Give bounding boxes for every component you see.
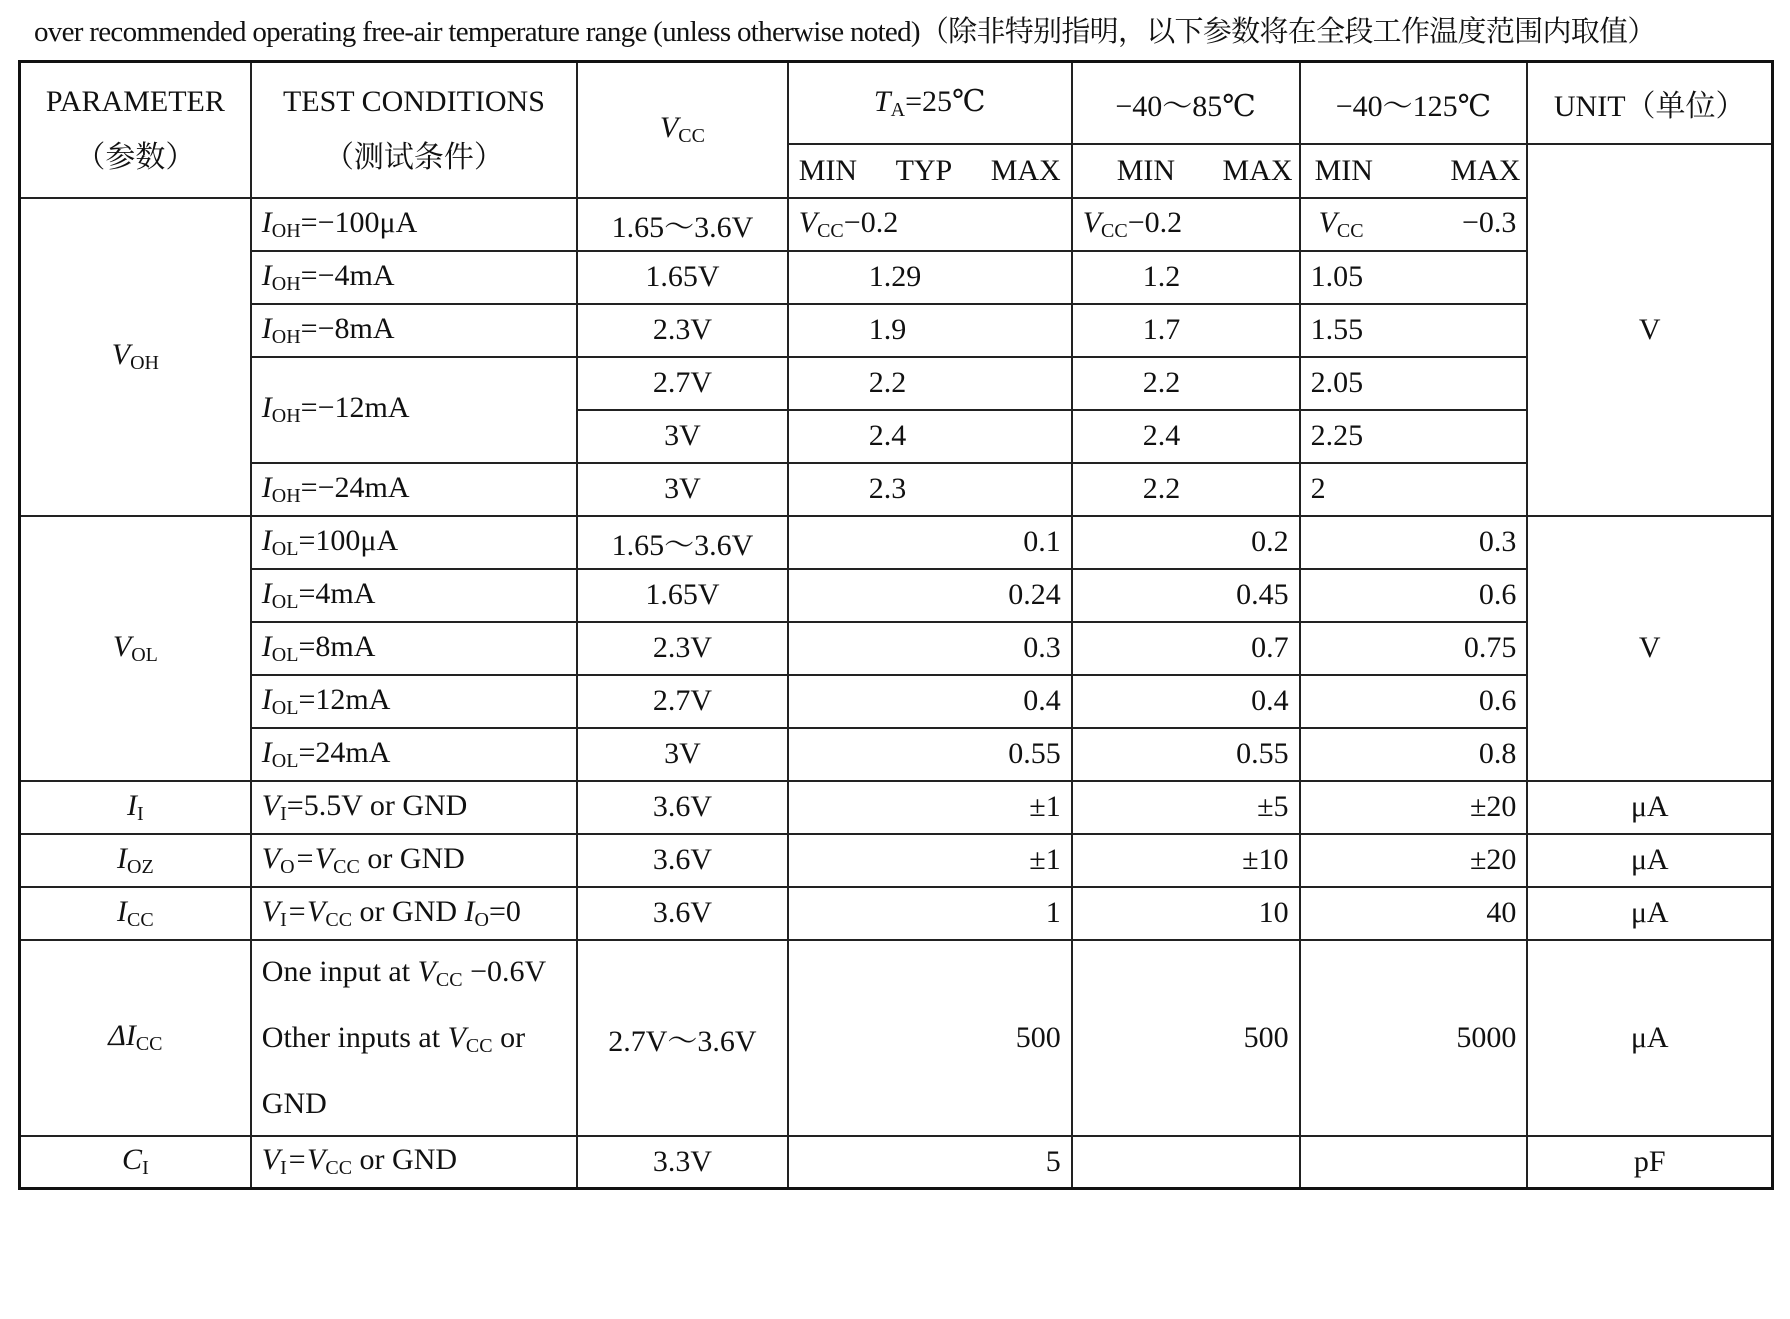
r125-cell: 2.25 <box>1300 410 1528 463</box>
cond-line: Other inputs at $V_{CC}$ or <box>261 1020 526 1057</box>
cond-cell: $V_I=V_{CC}$ or GND <box>251 1136 577 1189</box>
param-vol: $V_{OL}$ <box>20 516 251 781</box>
cond-line: GND <box>261 1086 327 1120</box>
table-row <box>20 569 1773 622</box>
r85-cell: 0.55 <box>1072 728 1300 781</box>
header-range-85: −40～85℃ <box>1072 62 1300 144</box>
cond-cell: $I_{OL}=24mA$ <box>251 728 577 781</box>
unit-cell: μA <box>1527 834 1772 887</box>
r125-cell: ±20 <box>1300 834 1528 887</box>
unit-cell: μA <box>1527 781 1772 834</box>
r125-cell: 0.3 <box>1300 516 1528 569</box>
vcc-cell: 3.6V <box>577 887 788 940</box>
unit-voh: V <box>1527 144 1772 516</box>
ta-cell: 2.2 <box>788 357 1072 410</box>
header-parameter <box>20 62 251 198</box>
cond-cell: $I_{OL}=4mA$ <box>251 569 577 622</box>
vcc-cell: 3.3V <box>577 1136 788 1189</box>
param-ioz: $I_{OZ}$ <box>20 834 251 887</box>
cond-cell: $V_I=5.5V$ or GND <box>251 781 577 834</box>
vcc-cell: 2.7V <box>577 675 788 728</box>
r85-cell: 0.2 <box>1072 516 1300 569</box>
r85-cell: ±10 <box>1072 834 1300 887</box>
ta-cell: 2.4 <box>788 410 1072 463</box>
vcc-cell: 1.65～3.6V <box>577 198 788 251</box>
r85-cell: 10 <box>1072 887 1300 940</box>
table-row <box>20 834 1773 887</box>
table-row <box>20 675 1773 728</box>
ta-cell: ±1 <box>788 834 1072 887</box>
ta-cell: 2.3 <box>788 463 1072 516</box>
ta-cell: 1 <box>788 887 1072 940</box>
r125-cell: ±20 <box>1300 781 1528 834</box>
r85-cell: 1.7 <box>1072 304 1300 357</box>
header-test-conditions-cn: （测试条件） <box>323 140 504 174</box>
unit-vol: V <box>1527 516 1772 781</box>
header-ta-25: $T_A=25℃$ <box>788 62 1072 144</box>
table-row <box>20 622 1773 675</box>
r125-cell: 40 <box>1300 887 1528 940</box>
table-row <box>20 251 1773 304</box>
param-ii: $I_I$ <box>20 781 251 834</box>
cond-line: One input at $V_{CC} -0.6V$ <box>261 954 547 991</box>
r85-cell: 0.45 <box>1072 569 1300 622</box>
r85-cell: 0.7 <box>1072 622 1300 675</box>
vcc-cell: 3V <box>577 463 788 516</box>
ta-cell: 500 <box>788 940 1072 1136</box>
cond-cell: $V_I=V_{CC}$ or GND $I_O=0$ <box>251 887 577 940</box>
header-parameter-label: PARAMETER <box>45 84 225 118</box>
r85-cell: ±5 <box>1072 781 1300 834</box>
vcc-cell: 1.65V <box>577 251 788 304</box>
vcc-cell: 3.6V <box>577 781 788 834</box>
header-unit: UNIT（单位） <box>1527 62 1772 144</box>
header-range-125: −40～125℃ <box>1300 62 1528 144</box>
vcc-cell: 2.3V <box>577 304 788 357</box>
r85-cell: 2.2 <box>1072 463 1300 516</box>
cond-cell: $I_{OL}=100\mu A$ <box>251 516 577 569</box>
header-ta-minmax: MIN TYP MAX <box>788 144 1072 198</box>
vcc-cell: 2.7V～3.6V <box>577 940 788 1136</box>
unit-cell: μA <box>1527 887 1772 940</box>
cond-cell: $I_{OH}=-24mA$ <box>251 463 577 516</box>
header-85-minmax: MIN MAX <box>1072 144 1300 198</box>
r85-cell: 500 <box>1072 940 1300 1136</box>
ta-cell: 0.24 <box>788 569 1072 622</box>
cond-cell: $I_{OL}=12mA$ <box>251 675 577 728</box>
cond-cell <box>251 940 577 1136</box>
r85-cell <box>1072 1136 1300 1189</box>
r125-cell: 1.05 <box>1300 251 1528 304</box>
header-vcc: $V_{CC}$ <box>577 62 788 198</box>
param-voh: $V_{OH}$ <box>20 198 251 516</box>
vcc-cell: 3V <box>577 410 788 463</box>
r125-cell: $V_{CC}$ −0.3 <box>1300 198 1528 251</box>
ta-cell: $V_{CC}-0.2$ <box>788 198 1072 251</box>
table-row <box>20 516 1773 569</box>
vcc-cell: 1.65V <box>577 569 788 622</box>
ta-cell: 0.1 <box>788 516 1072 569</box>
ta-cell: 1.29 <box>788 251 1072 304</box>
header-row-1 <box>20 62 1773 144</box>
cond-cell: $V_O=V_{CC}$ or GND <box>251 834 577 887</box>
cond-cell: $I_{OL}=8mA$ <box>251 622 577 675</box>
r85-cell: 0.4 <box>1072 675 1300 728</box>
unit-cell: μA <box>1527 940 1772 1136</box>
header-parameter-cn: （参数） <box>75 140 196 174</box>
cond-cell: $I_{OH}=-12mA$ <box>251 357 577 463</box>
r125-cell: 2.05 <box>1300 357 1528 410</box>
vcc-cell: 2.7V <box>577 357 788 410</box>
table-row <box>20 463 1773 516</box>
r125-cell: 0.8 <box>1300 728 1528 781</box>
unit-cell: pF <box>1527 1136 1772 1189</box>
electrical-characteristics-table <box>18 60 1774 1190</box>
table-row <box>20 198 1773 251</box>
r85-cell: $V_{CC}-0.2$ <box>1072 198 1300 251</box>
r85-cell: 2.4 <box>1072 410 1300 463</box>
param-ci: $C_I$ <box>20 1136 251 1189</box>
table-caption: over recommended operating free-air temperature range (unless otherwise noted)（除非特别指明，以下参数将在全段工作温度范围内取值） <box>34 16 1656 48</box>
param-icc: $I_{CC}$ <box>20 887 251 940</box>
header-test-conditions-label: TEST CONDITIONS <box>282 84 545 118</box>
header-125-minmax: MIN MAX <box>1300 144 1528 198</box>
vcc-cell: 1.65～3.6V <box>577 516 788 569</box>
cond-cell: $I_{OH}=-8mA$ <box>251 304 577 357</box>
table-row <box>20 1136 1773 1189</box>
param-delta-icc: $\Delta I_{CC}$ <box>20 940 251 1136</box>
table-row <box>20 304 1773 357</box>
r125-cell: 0.6 <box>1300 675 1528 728</box>
r125-cell: 5000 <box>1300 940 1528 1136</box>
table-row <box>20 940 1773 1136</box>
r125-cell: 1.55 <box>1300 304 1528 357</box>
r125-cell: 2 <box>1300 463 1528 516</box>
ta-cell: 5 <box>788 1136 1072 1189</box>
r85-cell: 2.2 <box>1072 357 1300 410</box>
ta-cell: 0.3 <box>788 622 1072 675</box>
table-row <box>20 781 1773 834</box>
vcc-cell: 3.6V <box>577 834 788 887</box>
ta-cell: 0.4 <box>788 675 1072 728</box>
ta-cell: 1.9 <box>788 304 1072 357</box>
r85-cell: 1.2 <box>1072 251 1300 304</box>
ta-cell: 0.55 <box>788 728 1072 781</box>
r125-cell: 0.6 <box>1300 569 1528 622</box>
cond-cell: $I_{OH}=-4mA$ <box>251 251 577 304</box>
r125-cell: 0.75 <box>1300 622 1528 675</box>
vcc-cell: 2.3V <box>577 622 788 675</box>
header-test-conditions <box>251 62 577 198</box>
ta-cell: ±1 <box>788 781 1072 834</box>
table-row <box>20 728 1773 781</box>
table-row <box>20 357 1773 410</box>
table-row <box>20 887 1773 940</box>
cond-cell: $I_{OH}=-100\mu A$ <box>251 198 577 251</box>
r125-cell <box>1300 1136 1528 1189</box>
vcc-cell: 3V <box>577 728 788 781</box>
